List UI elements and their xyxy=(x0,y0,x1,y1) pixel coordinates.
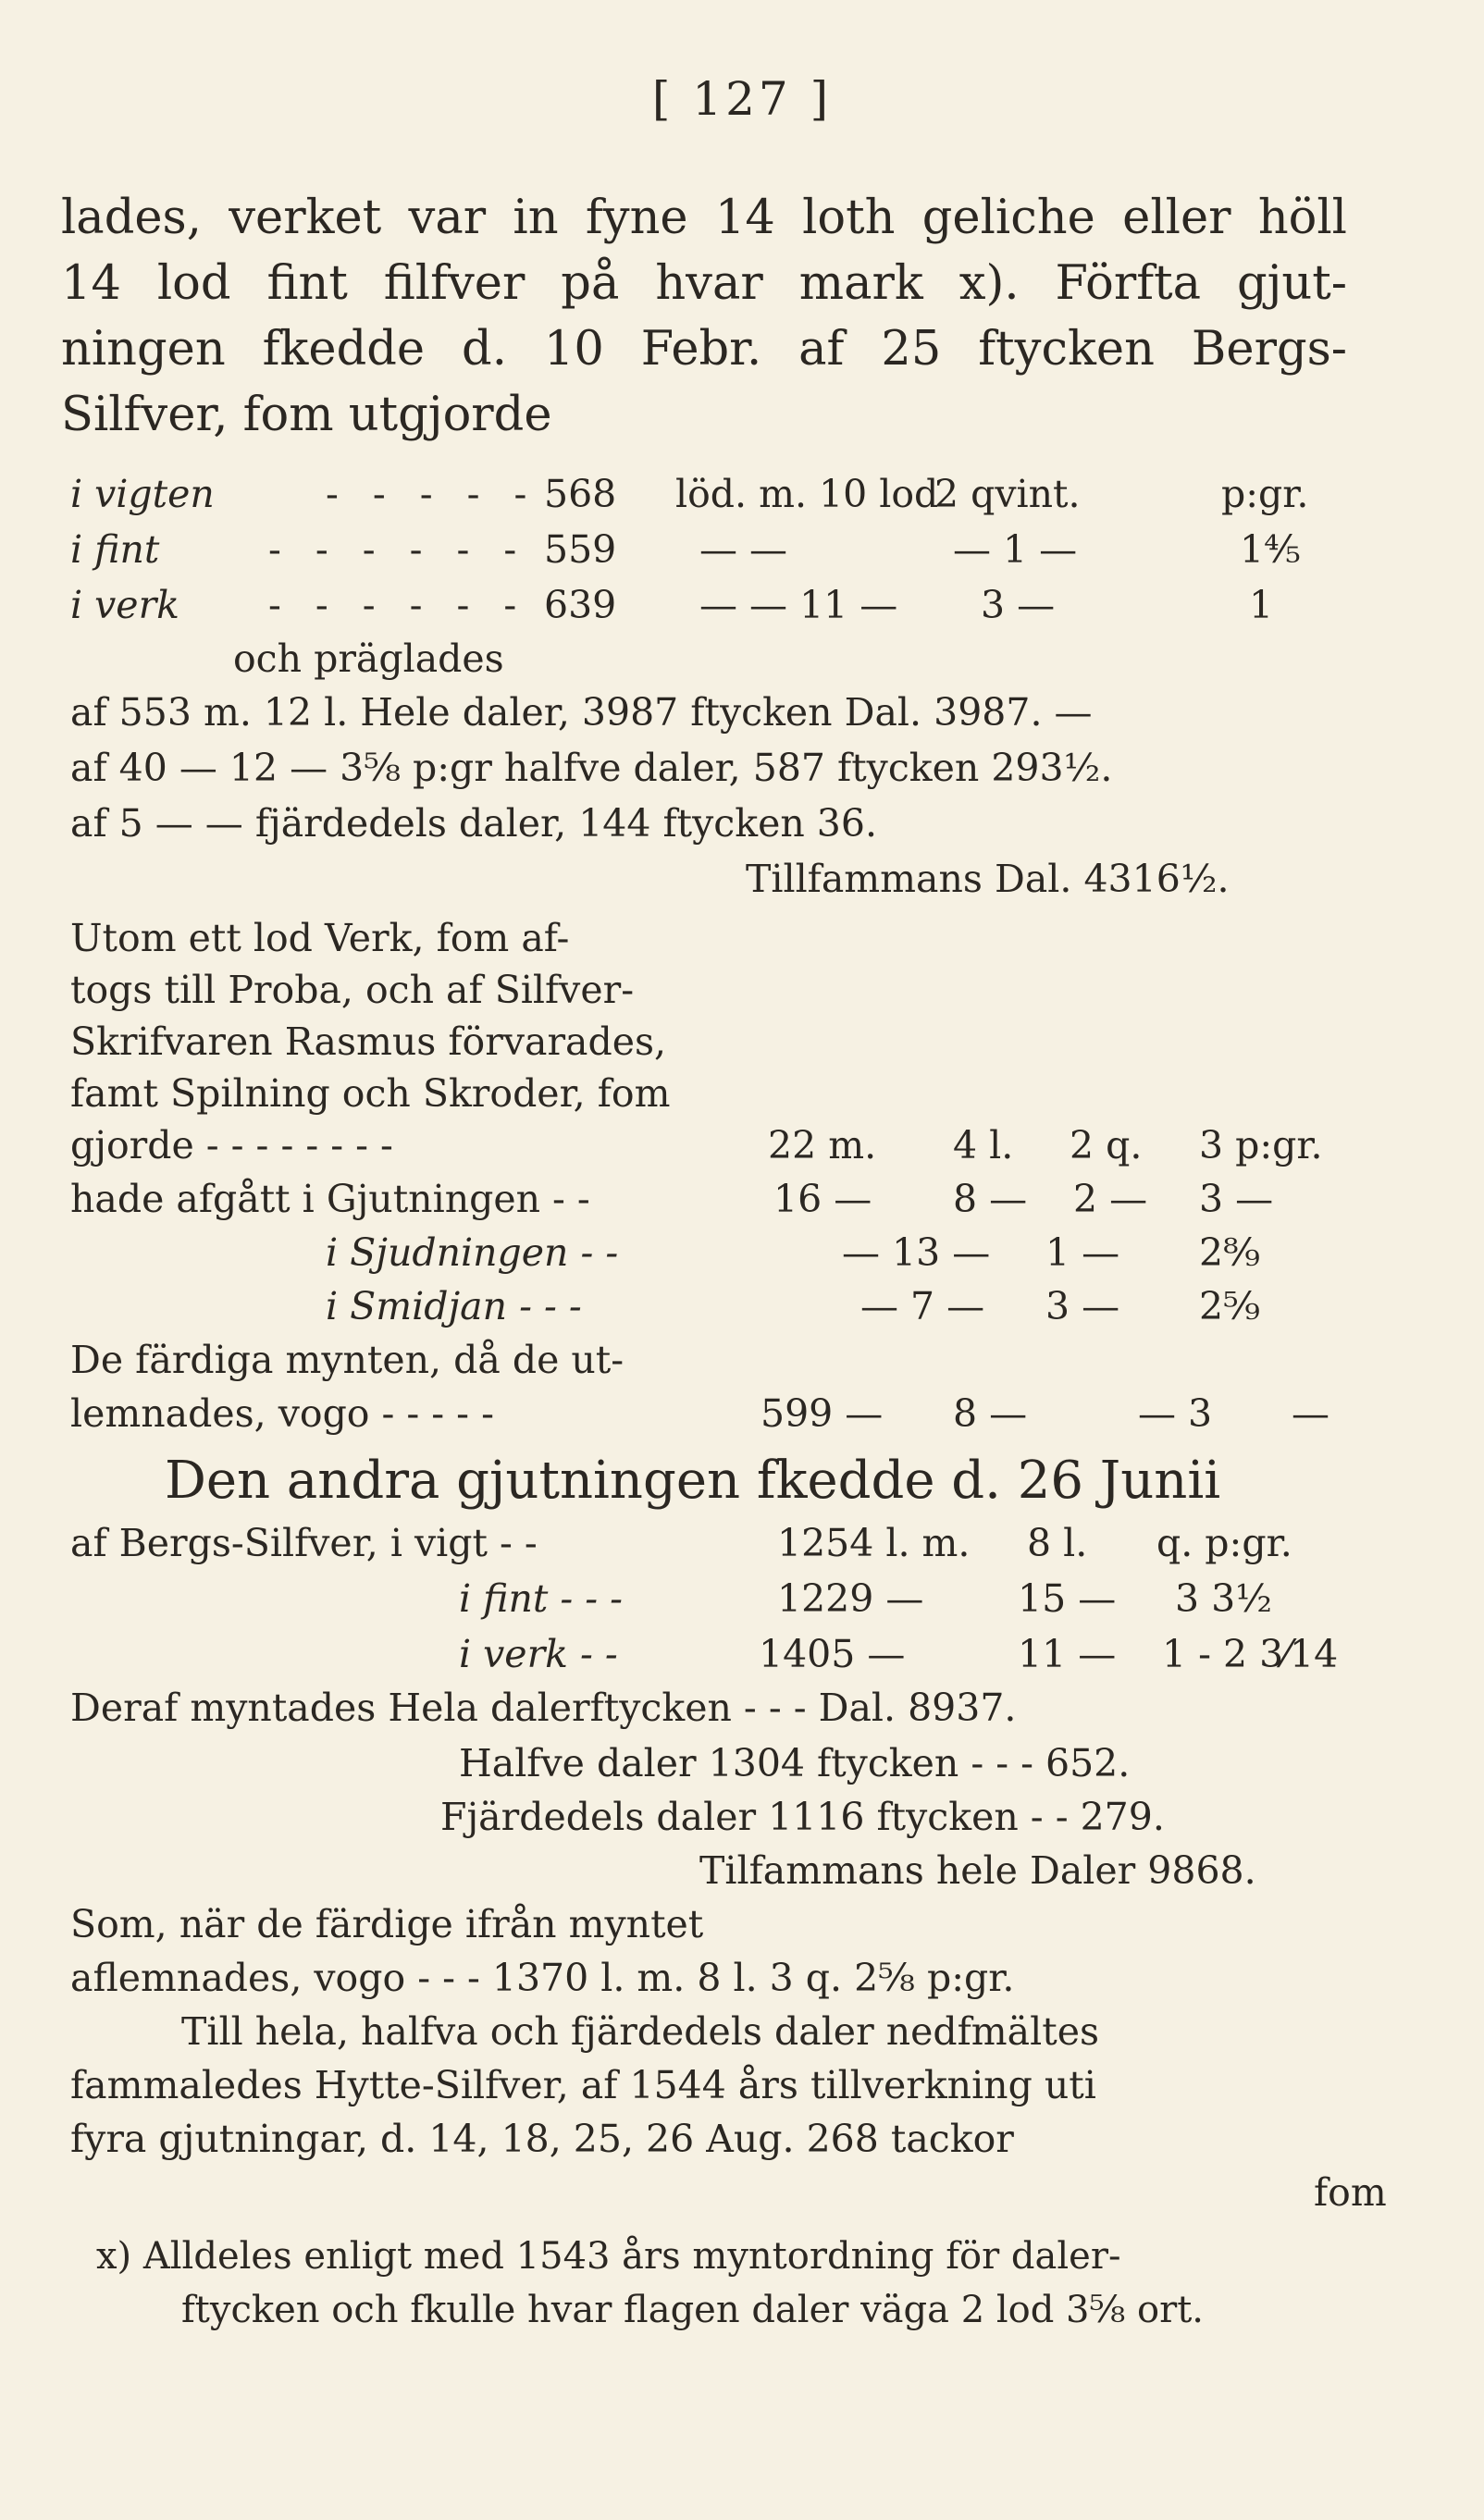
row-value-a: 599 — xyxy=(761,1391,884,1436)
row-value-a: 639 xyxy=(544,583,617,627)
section-heading: Den andra gjutningen fkedde d. 26 Junii xyxy=(165,1451,1221,1511)
verk-line-4 xyxy=(0,1071,1484,1125)
verk-row-sjudningen xyxy=(0,1230,1484,1284)
verk-line-4-text: famt Spilning och Skroder, fom xyxy=(70,1071,671,1116)
page-number: [ 127 ] xyxy=(651,72,833,126)
som-text-2: aflemnades, vogo - - - 1370 l. m. 8 l. 3 q. 2⅝ p:gr. xyxy=(70,1956,1015,2000)
row-value-b: 4 l. xyxy=(953,1123,1014,1167)
row-value-a: 1254 l. m. xyxy=(777,1521,971,1565)
fom-text: fom xyxy=(1314,2170,1387,2215)
verk-line-2 xyxy=(0,968,1484,1021)
row-value-c: 2 qvint. xyxy=(934,472,1081,516)
row-label: i fint - - - xyxy=(459,1576,624,1621)
row-value-a: 568 xyxy=(544,472,617,516)
row-value-b: 15 — xyxy=(1018,1576,1117,1621)
till-text-3: fyra gjutningar, d. 14, 18, 25, 26 Aug. 268 tackor xyxy=(70,2117,1014,2161)
row-value-c: 3 — xyxy=(981,583,1056,627)
row-label: gjorde - - - - - - - - xyxy=(70,1123,393,1167)
intro-paragraph xyxy=(61,185,1347,448)
row-label: hade afgått i Gjutningen - - xyxy=(70,1177,590,1221)
fjardedels-line xyxy=(0,1795,1484,1848)
row-dots: - - - - - xyxy=(326,472,538,516)
row-value-a: — 7 — xyxy=(860,1284,985,1328)
till-line-2 xyxy=(0,2063,1484,2117)
row-value-c: 2 q. xyxy=(1070,1123,1143,1167)
row-value-b: 8 — xyxy=(953,1177,1028,1221)
row-value-c: 3 3½ xyxy=(1175,1576,1272,1621)
verk-row-gjutningen xyxy=(0,1177,1484,1230)
verk-line-3 xyxy=(0,1019,1484,1073)
row-value-c: 2⁸⁄₉ xyxy=(1199,1230,1260,1275)
fjardedels-text: Fjärdedels daler 1116 ftycken - - 279. xyxy=(440,1795,1165,1839)
tilfammans-text: Tilfammans hele Daler 9868. xyxy=(699,1848,1256,1893)
row-value-b: — — xyxy=(699,527,788,572)
row-value-b: 11 — xyxy=(1018,1632,1117,1676)
som-text-1: Som, när de färdige ifrån myntet xyxy=(70,1902,704,1946)
verk-line-5-text: De färdiga mynten, då de ut- xyxy=(70,1338,625,1382)
praglades-label xyxy=(0,636,1484,690)
weight-row-vigten xyxy=(0,472,1484,525)
praglades-text: och präglades xyxy=(233,636,504,681)
row-value-a: 1405 — xyxy=(759,1632,906,1676)
row-value-c: 2 — xyxy=(1073,1177,1148,1221)
row-label: lemnades, vogo - - - - - xyxy=(70,1391,494,1436)
verk-row-vogo xyxy=(0,1391,1484,1445)
deraf-text: Deraf myntades Hela dalerftycken - - - Dal. 8937. xyxy=(70,1686,1017,1730)
row-value-c: q. p:gr. xyxy=(1156,1521,1292,1565)
row-dots: - - - - - - xyxy=(268,583,528,627)
row-value-b: 1 — xyxy=(1045,1230,1120,1275)
cast2-row-verk xyxy=(0,1632,1484,1686)
mint-row-fjardedels xyxy=(0,801,1484,855)
intro-line-2: 14 lod fint filfver på hvar mark x). Förfta gjut- xyxy=(61,256,1347,311)
till-text-1: Till hela, halfva och fjärdedels daler nedfmältes xyxy=(181,2009,1100,2054)
row-value-a: 16 — xyxy=(773,1177,872,1221)
halfve-text: Halfve daler 1304 ftycken - - - 652. xyxy=(459,1741,1131,1785)
som-line-2 xyxy=(0,1956,1484,2009)
row-value-b: 8 — xyxy=(953,1391,1028,1436)
row-value-a: 559 xyxy=(544,527,617,572)
footnote-line-2: ftycken och fkulle hvar flagen daler väga 2 lod 3⅝ ort. xyxy=(181,2289,1204,2331)
row-value-a: 1229 — xyxy=(777,1576,924,1621)
weight-row-verk xyxy=(0,583,1484,636)
mint-row-text: af 40 — 12 — 3⅝ p:gr halfve daler, 587 ftycken 293½. xyxy=(70,746,1113,790)
row-label: i verk xyxy=(70,583,180,627)
mint-total-text: Tillfammans Dal. 4316½. xyxy=(746,857,1230,901)
fom-catchword xyxy=(0,2170,1484,2224)
row-value-a: — 13 — xyxy=(842,1230,991,1275)
row-value-b: 3 — xyxy=(1045,1284,1120,1328)
cast2-row-fint xyxy=(0,1576,1484,1630)
row-label: i Smidjan - - - xyxy=(326,1284,582,1328)
row-label: i Sjudningen - - xyxy=(326,1230,619,1275)
verk-line-1-text: Utom ett lod Verk, fom af- xyxy=(70,916,570,960)
footnote-line-1: x) Alldeles enligt med 1543 års myntordning för daler- xyxy=(96,2235,1121,2278)
halfve-line xyxy=(0,1741,1484,1795)
row-label: i fint xyxy=(70,527,160,572)
row-value-b: 8 l. xyxy=(1027,1521,1088,1565)
mint-row-halfve xyxy=(0,746,1484,799)
row-value-a: 22 m. xyxy=(768,1123,877,1167)
row-value-b: löd. m. 10 lod xyxy=(675,472,939,516)
row-value-c: 2⁵⁄₉ xyxy=(1199,1284,1260,1328)
intro-line-3: ningen fkedde d. 10 Febr. af 25 ftycken Bergs- xyxy=(61,322,1347,377)
row-label: i verk - - xyxy=(459,1632,618,1676)
verk-line-3-text: Skrifvaren Rasmus förvarades, xyxy=(70,1019,667,1064)
till-line-3 xyxy=(0,2117,1484,2170)
row-value-d: 1 xyxy=(1249,583,1274,627)
intro-line-1: lades, verket var in fyne 14 loth geliche eller höll xyxy=(61,191,1347,245)
tilfammans-line xyxy=(0,1848,1484,1902)
till-line-1 xyxy=(0,2009,1484,2063)
verk-line-2-text: togs till Proba, och af Silfver- xyxy=(70,968,635,1012)
row-label: af Bergs-Silfver, i vigt - - xyxy=(70,1521,538,1565)
row-value-d: 1⅘ xyxy=(1240,527,1301,572)
mint-row-text: af 553 m. 12 l. Hele daler, 3987 ftycken Dal. 3987. — xyxy=(70,690,1093,735)
som-line-1 xyxy=(0,1902,1484,1956)
deraf-line xyxy=(0,1686,1484,1739)
row-value-c: 1 - 2 3⁄14 xyxy=(1162,1632,1339,1676)
mint-row-text: af 5 — — fjärdedels daler, 144 ftycken 36. xyxy=(70,801,878,846)
row-value-d: 3 — xyxy=(1199,1177,1274,1221)
verk-line-1 xyxy=(0,916,1484,970)
mint-row-hele xyxy=(0,690,1484,744)
verk-row-gjorde xyxy=(0,1123,1484,1177)
mint-total xyxy=(0,857,1484,910)
row-value-d: — xyxy=(1292,1391,1329,1436)
verk-row-smidjan xyxy=(0,1284,1484,1338)
row-value-b: — — 11 — xyxy=(699,583,898,627)
till-text-2: fammaledes Hytte-Silfver, af 1544 års tillverkning uti xyxy=(70,2063,1096,2107)
row-label: i vigten xyxy=(70,472,215,516)
verk-line-5 xyxy=(0,1338,1484,1391)
intro-line-4: Silfver, fom utgjorde xyxy=(61,388,552,442)
row-value-d: p:gr. xyxy=(1221,472,1309,516)
row-value-d: 3 p:gr. xyxy=(1199,1123,1323,1167)
row-dots: - - - - - - xyxy=(268,527,528,572)
row-value-c: — 3 xyxy=(1138,1391,1213,1436)
weight-row-fint xyxy=(0,527,1484,581)
cast2-row-vigt xyxy=(0,1521,1484,1575)
row-value-c: — 1 — xyxy=(953,527,1078,572)
